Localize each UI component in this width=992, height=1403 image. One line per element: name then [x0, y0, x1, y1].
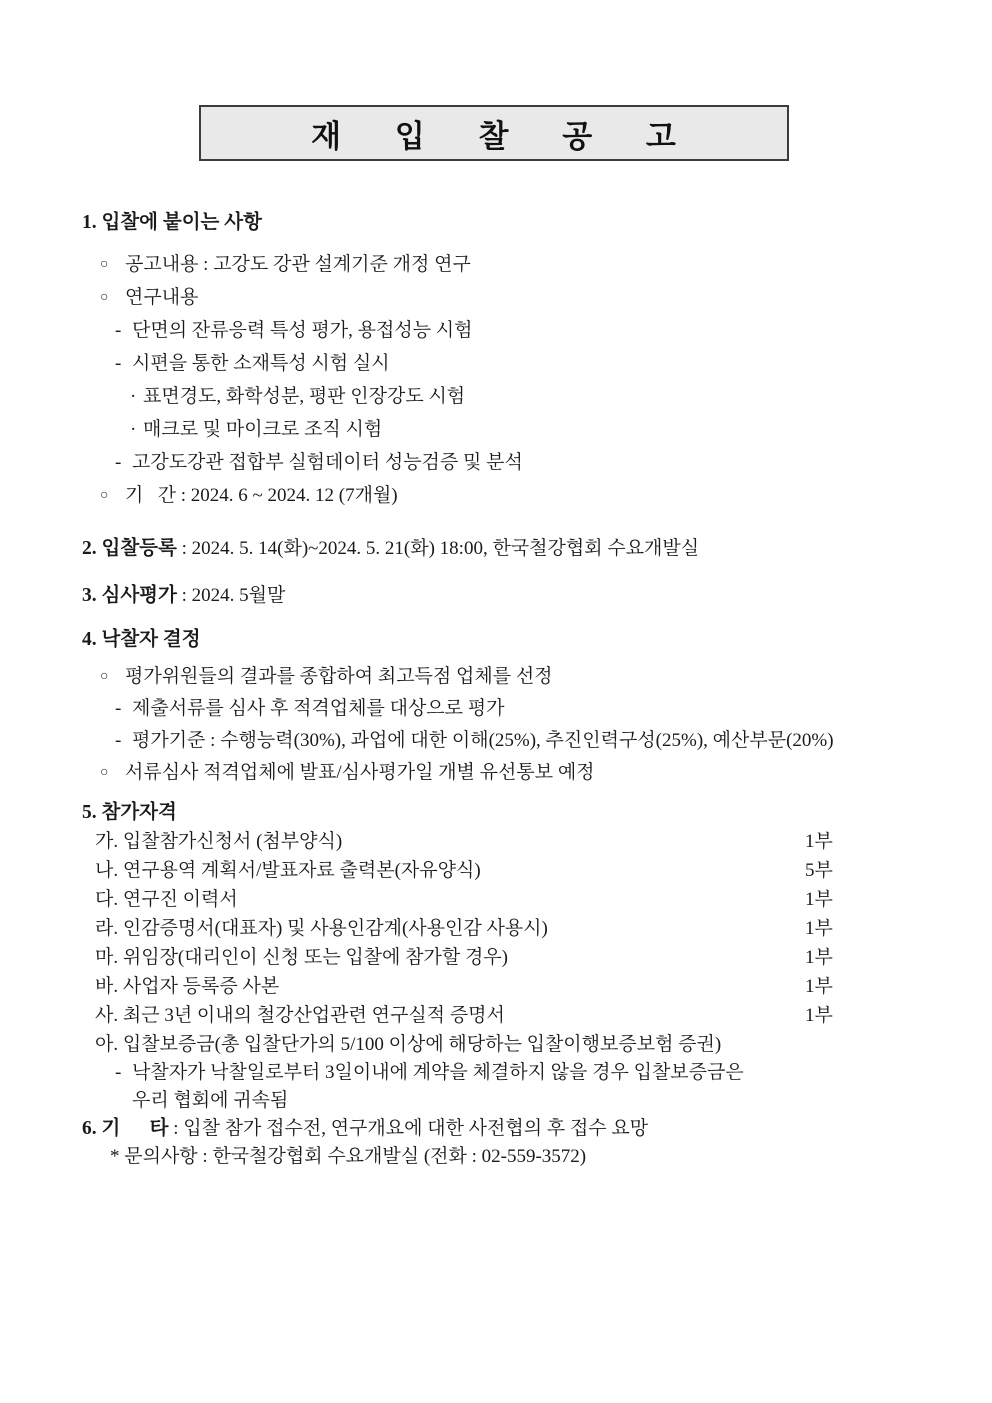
item-label: 바.: [95, 976, 119, 997]
item-text: 연구진 이력서: [118, 889, 238, 910]
deposit-note-text: 낙찰자가 낙찰일로부터 3일이내에 계약을 체결하지 않을 경우 입찰보증금은: [132, 1062, 744, 1083]
dash-bullet-marker: -: [115, 730, 122, 751]
title-box: [199, 105, 789, 161]
attachment-row: [82, 943, 960, 972]
item-count: 1부: [805, 1005, 833, 1026]
section-6-label: 6. 기 타: [82, 1118, 169, 1139]
dot-bullet-marker: ·: [130, 419, 137, 440]
deposit-note-line: [82, 1059, 960, 1087]
item-text: 최근 3년 이내의 철강산업관련 연구실적 증명서: [118, 1005, 505, 1026]
item-text: 위임장(대리인이 신청 또는 입찰에 참가할 경우): [118, 947, 508, 968]
item-count: 1부: [805, 918, 833, 939]
circle-bullet-marker: ○: [100, 488, 109, 503]
bullet-text: 단면의 잔류응력 특성 평가, 용접성능 시험: [132, 320, 473, 341]
section-2-text: : 2024. 5. 14(화)~2024. 5. 21(화) 18:00, 한국철강협회 수요개발실: [176, 538, 700, 559]
section-4: [82, 625, 960, 789]
bullet-text: 공고내용 : 고강도 강관 설계기준 개정 연구: [125, 254, 471, 275]
bullet-line: [82, 380, 960, 413]
item-count: 1부: [805, 976, 833, 997]
attachment-row: [82, 827, 960, 856]
section-3-label: 3. 심사평가: [82, 585, 177, 606]
bullet-text: 제출서류를 심사 후 적격업체를 대상으로 평가: [132, 698, 505, 719]
bullet-line: [82, 314, 960, 347]
section-5: [82, 799, 960, 1115]
section-4-heading: 4. 낙찰자 결정: [82, 629, 201, 650]
section-6-text: : 입찰 참가 접수전, 연구개요에 대한 사전협의 후 접수 요망: [168, 1118, 649, 1139]
item-text: 입찰보증금(총 입찰단가의 5/100 이상에 해당하는 입찰이행보증보험 증권): [118, 1034, 722, 1055]
item-text: 연구용역 계획서/발표자료 출력본(자유양식): [118, 860, 481, 881]
dash-bullet-marker: -: [115, 698, 122, 719]
bullet-text: 연구내용: [125, 287, 199, 308]
item-label: 나.: [95, 860, 119, 881]
dash-bullet-marker: -: [115, 353, 122, 374]
item-text: 입찰참가신청서 (첨부양식): [118, 831, 343, 852]
bullet-line: [82, 479, 960, 512]
circle-bullet-marker: ○: [100, 669, 109, 684]
section-1: [82, 208, 960, 512]
bullet-text: 매크로 및 마이크로 조직 시험: [143, 419, 383, 440]
bullet-line: [82, 725, 960, 757]
item-label: 다.: [95, 889, 119, 910]
bullet-text: 평가기준 : 수행능력(30%), 과업에 대한 이해(25%), 추진인력구성(25%), 예산부문(20%): [132, 730, 834, 751]
bullet-line: [82, 248, 960, 281]
item-count: 1부: [805, 889, 833, 910]
attachment-row: [82, 856, 960, 885]
item-count: 5부: [805, 860, 833, 881]
bullet-line: [82, 413, 960, 446]
bullet-text: 시편을 통한 소재특성 시험 실시: [132, 353, 390, 374]
item-label: 아.: [95, 1034, 119, 1055]
item-text: 인감증명서(대표자) 및 사용인감계(사용인감 사용시): [118, 918, 548, 939]
item-label: 사.: [95, 1005, 119, 1026]
item-text: 사업자 등록증 사본: [118, 976, 280, 997]
section-2-label: 2. 입찰등록: [82, 538, 177, 559]
dash-bullet-marker: -: [115, 452, 122, 473]
bullet-line: [82, 446, 960, 479]
section-1-heading: 1. 입찰에 붙이는 사항: [82, 212, 262, 233]
bullet-line: [82, 281, 960, 314]
section-5-heading: 5. 참가자격: [82, 802, 177, 823]
page-title: 재 입 찰 공 고: [311, 118, 677, 154]
circle-bullet-marker: ○: [100, 257, 109, 272]
bullet-text: 서류심사 적격업체에 발표/심사평가일 개별 유선통보 예정: [125, 762, 595, 783]
deposit-note-continuation: 우리 협회에 귀속됨: [132, 1090, 289, 1111]
section-2: [82, 534, 960, 564]
circle-bullet-marker: ○: [100, 765, 109, 780]
attachment-row: [82, 914, 960, 943]
document-content: [82, 208, 960, 1171]
attachment-row: [82, 972, 960, 1001]
section-3-text: : 2024. 5월말: [176, 585, 286, 606]
bullet-line: [82, 693, 960, 725]
item-label: 라.: [95, 918, 119, 939]
bullet-line: [82, 661, 960, 693]
dash-bullet-marker: -: [115, 320, 122, 341]
bullet-text: 평가위원들의 결과를 종합하여 최고득점 업체를 선정: [125, 666, 553, 687]
attachment-row: [82, 1001, 960, 1030]
item-count: 1부: [805, 831, 833, 852]
circle-bullet-marker: ○: [100, 290, 109, 305]
bullet-text: 표면경도, 화학성분, 평판 인장강도 시험: [143, 386, 466, 407]
item-label: 가.: [95, 831, 119, 852]
attachment-row: [82, 885, 960, 914]
bullet-text: 기 간 : 2024. 6 ~ 2024. 12 (7개월): [125, 485, 398, 506]
section-6: [82, 1115, 960, 1143]
section-3: [82, 581, 960, 611]
dot-bullet-marker: ·: [130, 386, 137, 407]
dash-bullet-marker: -: [115, 1062, 122, 1083]
bullet-line: [82, 347, 960, 380]
item-count: 1부: [805, 947, 833, 968]
attachment-row: [82, 1030, 960, 1059]
bullet-text: 고강도강관 접합부 실험데이터 성능검증 및 분석: [132, 452, 523, 473]
item-label: 마.: [95, 947, 119, 968]
bullet-line: [82, 757, 960, 789]
contact-line: * 문의사항 : 한국철강협회 수요개발실 (전화 : 02-559-3572): [110, 1146, 587, 1167]
